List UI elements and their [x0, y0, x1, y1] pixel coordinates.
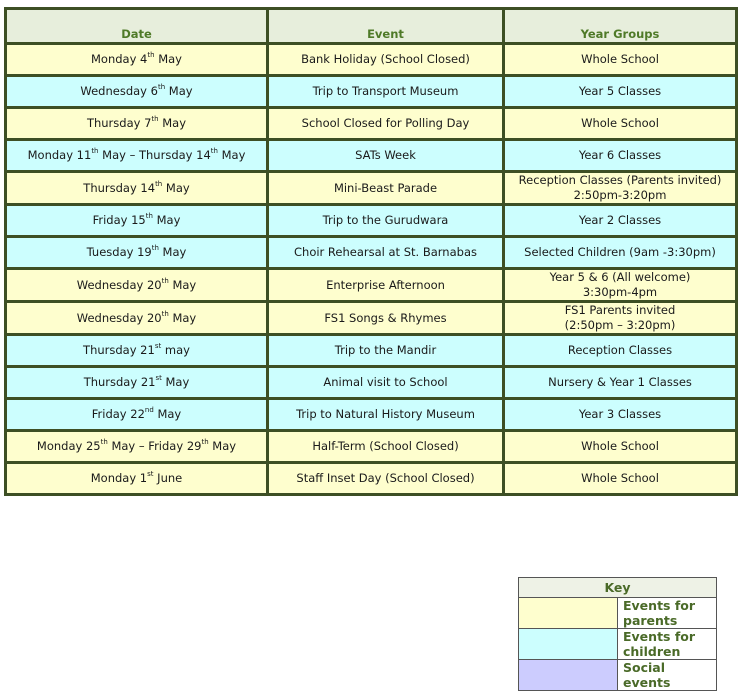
key-item [519, 660, 717, 691]
year-groups-cell [504, 205, 737, 237]
event-cell-line: Choir Rehearsal at St. Barnabas [294, 245, 477, 259]
event-cell-line: Trip to Transport Museum [312, 84, 459, 98]
table-row [6, 172, 737, 205]
header-date: Date [6, 9, 268, 44]
table-row [6, 269, 737, 302]
date-ordinal-suffix: st [154, 342, 162, 351]
key-swatch [519, 629, 618, 660]
date-text: Thursday 7 [86, 116, 152, 130]
event-cell [268, 399, 504, 431]
date-cell [6, 172, 268, 205]
date-text: Monday 25 [36, 439, 101, 453]
year-groups-cell-line: Reception Classes (Parents invited) [518, 173, 722, 187]
date-text: Monday 1 [90, 471, 148, 485]
event-cell [268, 205, 504, 237]
event-cell [268, 463, 504, 495]
date-ordinal-suffix: nd [144, 406, 154, 415]
event-cell-line: Trip to the Mandir [334, 343, 437, 357]
event-cell [268, 172, 504, 205]
event-cell [268, 302, 504, 335]
event-cell [268, 140, 504, 172]
year-groups-cell-line: Selected Children (9am -3:30pm) [524, 245, 716, 259]
date-cell [6, 205, 268, 237]
date-cell [6, 399, 268, 431]
table-row [6, 367, 737, 399]
date-ordinal-suffix: th [147, 51, 155, 60]
event-cell-line: Trip to the Gurudwara [322, 213, 449, 227]
table-row [6, 399, 737, 431]
date-cell [6, 463, 268, 495]
date-ordinal-suffix: st [155, 374, 162, 383]
header-year-groups: Year Groups [504, 9, 737, 44]
year-groups-cell-line: 3:30pm-4pm [582, 285, 658, 299]
date-text: Friday 22 [91, 407, 145, 421]
key-label: Events for parents [618, 598, 717, 629]
date-text: Monday 4 [91, 52, 148, 66]
year-groups-cell [504, 367, 737, 399]
events-table [4, 7, 738, 496]
date-text: June [153, 471, 183, 485]
date-text: May [153, 407, 182, 421]
date-cell [6, 335, 268, 367]
key-swatch [519, 660, 618, 691]
date-text: May [152, 213, 181, 227]
year-groups-cell-line: Year 5 Classes [578, 84, 662, 98]
year-groups-cell [504, 431, 737, 463]
date-ordinal-suffix: th [155, 179, 163, 188]
date-text: May [165, 84, 193, 98]
date-ordinal-suffix: th [201, 438, 209, 447]
date-text: Tuesday 19 [86, 245, 152, 259]
event-cell [268, 269, 504, 302]
date-ordinal-suffix: th [100, 438, 108, 447]
year-groups-cell [504, 399, 737, 431]
event-cell-line: Animal visit to School [323, 375, 448, 389]
date-ordinal-suffix: th [210, 147, 218, 156]
date-ordinal-suffix: th [157, 83, 166, 92]
event-cell-line: Enterprise Afternoon [326, 277, 445, 292]
event-cell-line: Bank Holiday (School Closed) [301, 52, 470, 66]
date-text: May [158, 245, 187, 259]
table-row [6, 335, 737, 367]
date-text: May – Thursday 14 [98, 148, 211, 162]
event-cell [268, 431, 504, 463]
year-groups-cell [504, 108, 737, 140]
table-row [6, 237, 737, 269]
year-groups-cell-line: Year 2 Classes [578, 213, 662, 227]
date-text: Thursday 14 [83, 180, 156, 195]
key-label: Events for children [618, 629, 717, 660]
date-ordinal-suffix: st [147, 470, 154, 479]
date-ordinal-suffix: th [145, 212, 153, 221]
date-text: Monday 11 [27, 148, 92, 162]
year-groups-cell-line: FS1 Parents invited [564, 303, 676, 317]
year-groups-cell-line: Nursery & Year 1 Classes [548, 375, 692, 389]
date-cell [6, 302, 268, 335]
year-groups-cell-line: 2:50pm-3:20pm [573, 188, 667, 202]
year-groups-cell-line: Year 5 & 6 (All welcome) [549, 270, 691, 284]
key-item [519, 598, 717, 629]
date-text: Friday 15 [92, 213, 146, 227]
date-ordinal-suffix: th [151, 115, 159, 124]
year-groups-cell-line: Year 3 Classes [578, 407, 662, 421]
date-cell [6, 431, 268, 463]
date-text: May [217, 148, 246, 162]
date-text: Wednesday 20 [76, 277, 162, 292]
table-row [6, 44, 737, 76]
date-cell [6, 44, 268, 76]
table-row [6, 302, 737, 335]
event-cell [268, 367, 504, 399]
year-groups-cell [504, 44, 737, 76]
year-groups-cell-line: Whole School [581, 439, 659, 453]
date-ordinal-suffix: th [161, 276, 169, 285]
event-cell [268, 76, 504, 108]
key-item [519, 629, 717, 660]
date-ordinal-suffix: th [151, 244, 159, 253]
year-groups-cell-line: Whole School [581, 471, 659, 485]
year-groups-cell-line: Whole School [581, 52, 659, 66]
date-text: may [161, 343, 190, 357]
date-cell [6, 108, 268, 140]
key-title: Key [519, 578, 717, 598]
event-cell [268, 108, 504, 140]
year-groups-cell-line: (2:50pm – 3:20pm) [564, 318, 676, 332]
year-groups-cell [504, 463, 737, 495]
date-cell [6, 140, 268, 172]
event-cell [268, 44, 504, 76]
date-text: Thursday 21 [83, 375, 156, 389]
table-row [6, 431, 737, 463]
event-cell [268, 335, 504, 367]
key-table [518, 577, 717, 691]
date-text: May [161, 375, 190, 389]
date-ordinal-suffix: th [91, 147, 99, 156]
event-cell [268, 237, 504, 269]
event-cell-line: Staff Inset Day (School Closed) [296, 471, 475, 485]
year-groups-cell [504, 302, 737, 335]
year-groups-cell [504, 76, 737, 108]
table-row [6, 76, 737, 108]
date-text: May [162, 180, 190, 195]
date-cell [6, 269, 268, 302]
event-cell-line: FS1 Songs & Rhymes [324, 310, 447, 325]
date-text: May [208, 439, 237, 453]
event-cell-line: SATs Week [355, 148, 416, 162]
date-cell [6, 367, 268, 399]
table-row [6, 463, 737, 495]
year-groups-cell-line: Reception Classes [567, 343, 673, 357]
table-row [6, 205, 737, 237]
date-text: May – Friday 29 [107, 439, 202, 453]
key-swatch [519, 598, 618, 629]
date-cell [6, 76, 268, 108]
year-groups-cell [504, 335, 737, 367]
year-groups-cell-line: Year 6 Classes [578, 148, 662, 162]
year-groups-cell-line: Whole School [581, 116, 659, 130]
date-text: Wednesday 6 [80, 84, 158, 98]
date-text: Thursday 21 [83, 343, 155, 357]
year-groups-cell [504, 140, 737, 172]
table-row [6, 108, 737, 140]
date-text: May [168, 310, 197, 325]
year-groups-cell [504, 172, 737, 205]
key-label: Social events [618, 660, 717, 691]
date-text: Wednesday 20 [76, 310, 162, 325]
event-cell-line: School Closed for Polling Day [301, 116, 470, 130]
header-row [6, 9, 737, 44]
date-cell [6, 237, 268, 269]
date-text: May [158, 116, 187, 130]
key-title-row [519, 578, 717, 598]
year-groups-cell [504, 237, 737, 269]
year-groups-cell [504, 269, 737, 302]
event-cell-line: Half-Term (School Closed) [312, 439, 459, 453]
table-row [6, 140, 737, 172]
event-cell-line: Mini-Beast Parade [333, 180, 438, 195]
header-event: Event [268, 9, 504, 44]
date-ordinal-suffix: th [161, 309, 169, 318]
date-text: May [154, 52, 182, 66]
event-cell-line: Trip to Natural History Museum [296, 407, 475, 421]
events-body [6, 44, 737, 495]
date-text: May [168, 277, 197, 292]
